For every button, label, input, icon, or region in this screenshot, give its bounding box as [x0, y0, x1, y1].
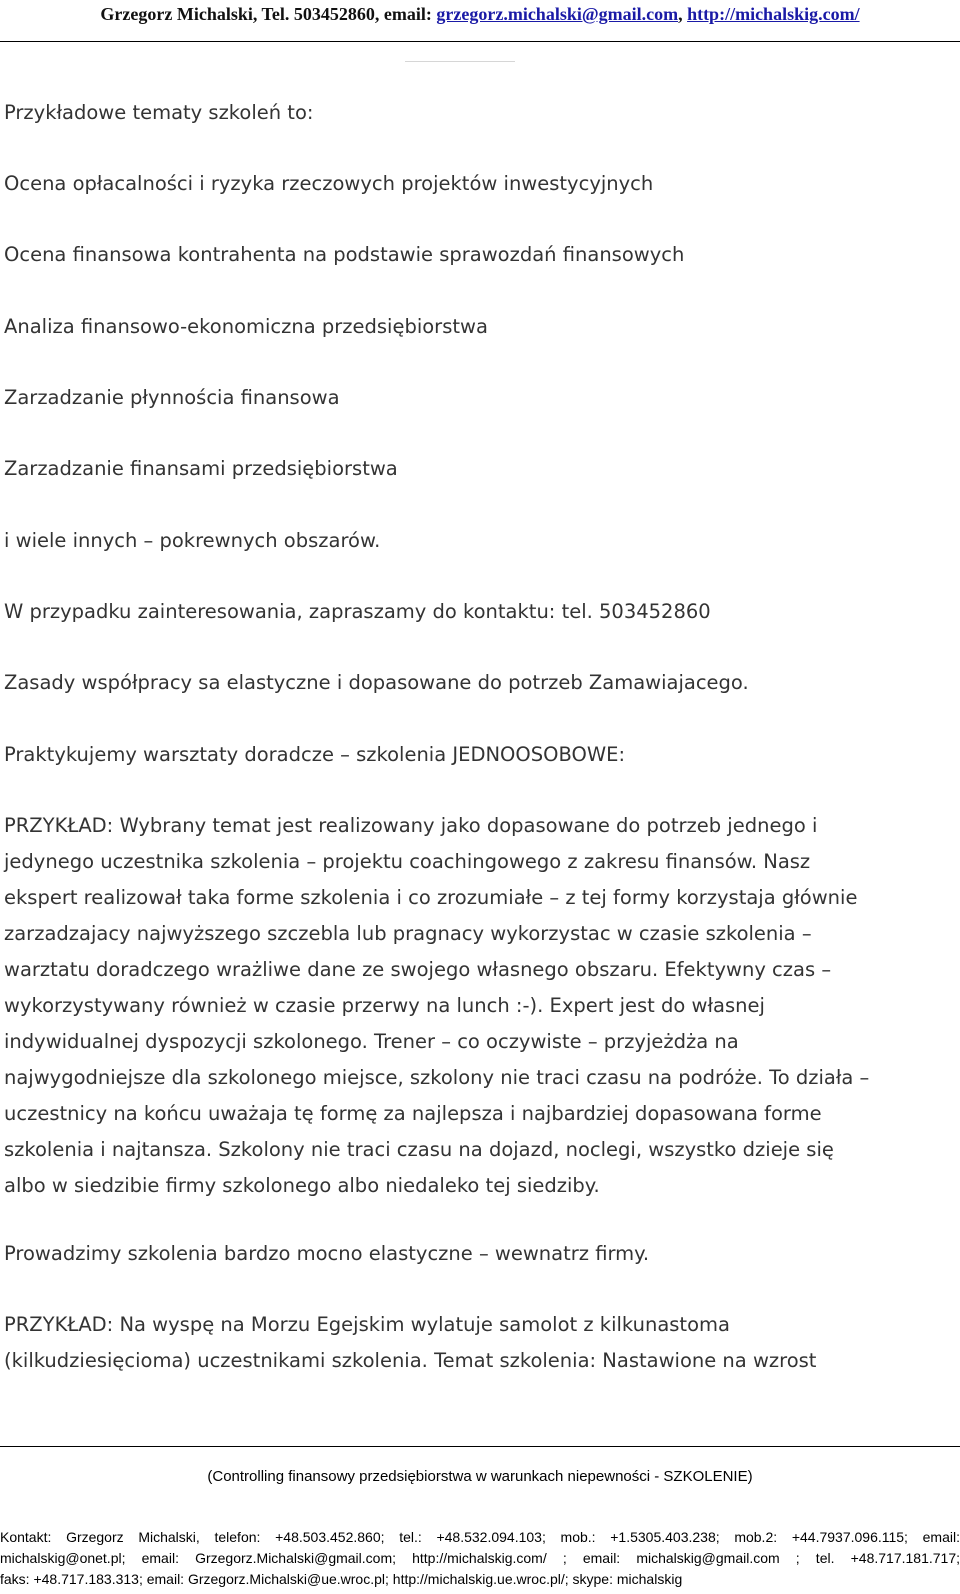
topic-item: Ocena finansowa kontrahenta na podstawie sprawozdań finansowych [4, 243, 685, 266]
page-header [0, 4, 960, 25]
footer-divider [0, 1446, 960, 1447]
rules-line: Zasady współpracy sa elastyczne i dopasowane do potrzeb Zamawiajacego. [4, 671, 749, 694]
footer-title: (Controlling finansowy przedsiębiorstwa w warunkach niepewności - SZKOLENIE) [207, 1468, 753, 1485]
contact-line: W przypadku zainteresowania, zapraszamy do kontaktu: tel. 503452860 [4, 600, 711, 623]
header-divider [0, 41, 960, 42]
paragraph-line: albo w siedzibie firmy szkolonego albo niedaleko tej siedziby. [4, 1174, 600, 1197]
paragraph-line: jedynego uczestnika szkolenia – projektu coachingowego z zakresu finansów. Nasz [4, 850, 811, 873]
paragraph-line: szkolenia i najtansza. Szkolony nie traci czasu na dojazd, noclegi, wszystko dzieje się [4, 1138, 834, 1161]
paragraph-line: PRZYKŁAD: Na wyspę na Morzu Egejskim wylatuje samolot z kilkunastoma [4, 1313, 730, 1336]
paragraph-line: (kilkudziesięcioma) uczestnikami szkolenia. Temat szkolenia: Nastawione na wzrost [4, 1349, 817, 1372]
header-url-link[interactable]: http://michalskig.com/ [687, 4, 860, 24]
topic-item: Ocena opłacalności i ryzyka rzeczowych projektów inwestycyjnych [4, 172, 654, 195]
paragraph-line: uczestnicy na końcu uważaja tę formę za najlepsza i najbardziej dopasowana forme [4, 1102, 822, 1125]
header-text: Grzegorz Michalski, Tel. 503452860, email: [100, 4, 437, 24]
header-faint-mark [405, 61, 515, 62]
paragraph-line: ekspert realizował taka forme szkolenia i co zrozumiałe – z tej formy korzystaja głównie [4, 886, 858, 909]
paragraph-line: najwygodniejsze dla szkolonego miejsce, szkolony nie traci czasu na podróże. To działa – [4, 1066, 870, 1089]
header-separator: , [678, 4, 688, 24]
footer-contact-line: michalskig@onet.pl; email: Grzegorz.Michalski@gmail.com; http://michalskig.com/ ; email: michalskig@gmail.com ; tel. +48.717.181.717; [0, 1550, 960, 1566]
workshops-line: Praktykujemy warsztaty doradcze – szkolenia JEDNOOSOBOWE: [4, 743, 626, 766]
topic-item: Analiza finansowo-ekonomiczna przedsiębiorstwa [4, 315, 488, 338]
paragraph-line: wykorzystywany również w czasie przerwy na lunch :-). Expert jest do własnej [4, 994, 765, 1017]
footer-contact-line: faks: +48.717.183.313; email: Grzegorz.Michalski@ue.wroc.pl; http://michalskig.ue.wroc.pl/; skype: michalskig [0, 1571, 683, 1587]
topic-item: Zarzadzanie finansami przedsiębiorstwa [4, 457, 398, 480]
example-paragraph-1 [4, 808, 939, 1204]
paragraph-line: warztatu doradczego wrażliwe dane ze swojego własnego obszaru. Efektywny czas – [4, 958, 832, 981]
intro-line: Przykładowe tematy szkoleń to: [4, 101, 314, 124]
topic-item: Zarzadzanie płynnościa finansowa [4, 386, 340, 409]
paragraph-line: PRZYKŁAD: Wybrany temat jest realizowany jako dopasowane do potrzeb jednego i [4, 814, 818, 837]
example-paragraph-2 [4, 1307, 939, 1379]
topic-item: i wiele innych – pokrewnych obszarów. [4, 529, 381, 552]
flexible-line: Prowadzimy szkolenia bardzo mocno elastyczne – wewnatrz firmy. [4, 1242, 650, 1265]
paragraph-line: zarzadzajacy najwyższego szczebla lub pragnacy wykorzystac w czasie szkolenia – [4, 922, 812, 945]
header-email-link[interactable]: grzegorz.michalski@gmail.com [436, 4, 679, 24]
footer-contact [0, 1527, 960, 1590]
footer-contact-line: Kontakt: Grzegorz Michalski, telefon: +48.503.452.860; tel.: +48.532.094.103; mob.: +1.5305.403.238; mob.2: +44.7937.096.115; email: [0, 1529, 960, 1545]
paragraph-line: indywidualnej dyspozycji szkolonego. Trener – co oczywiste – przyjeżdża na [4, 1030, 739, 1053]
